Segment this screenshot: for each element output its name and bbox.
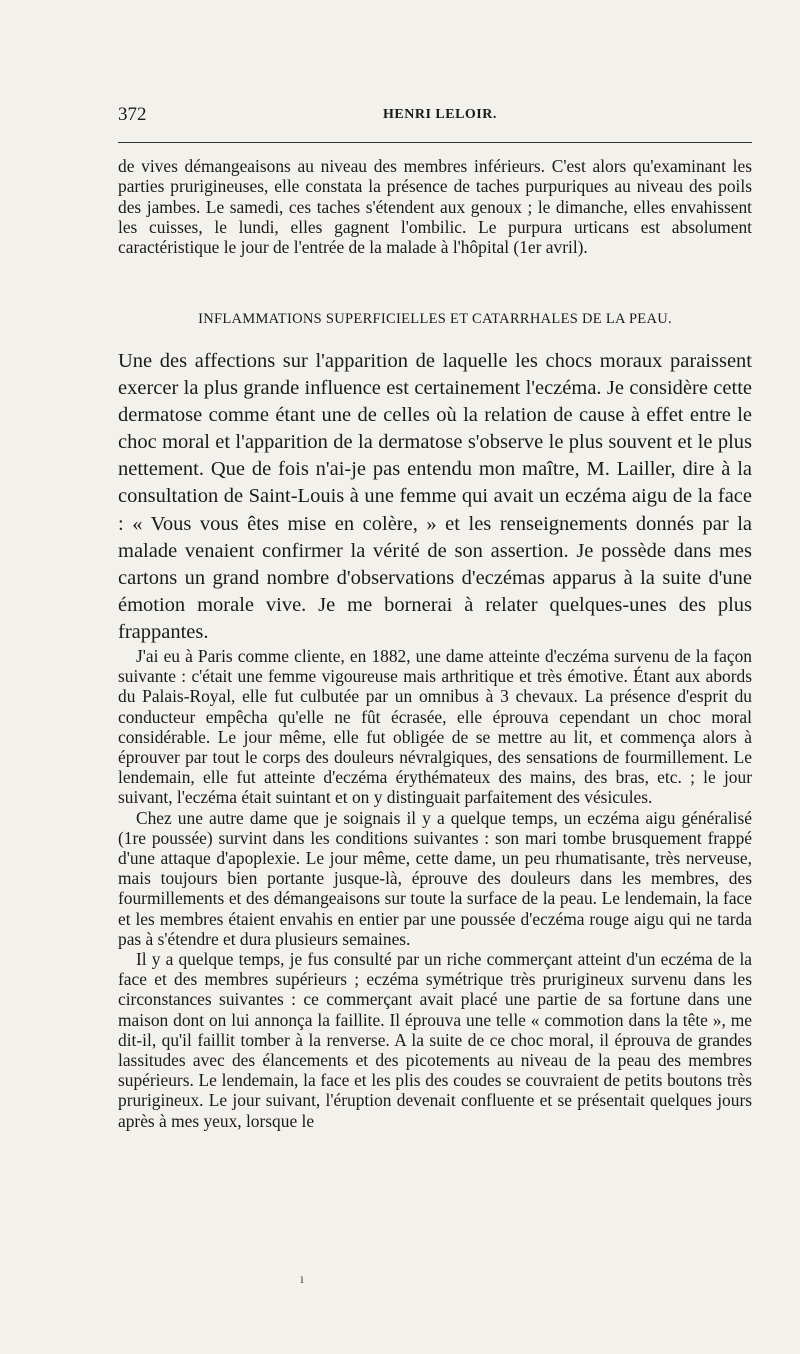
intro-paragraph: de vives démangeaisons au niveau des membres inférieurs. C'est alors qu'examinant les parties prurigineuses, elle constata la présence de taches purpuriques au niveau des poils des jambes. Le samedi, ces taches s'étendent aux genoux ; le dimanche, elles envahissent les cuisses, le lundi, elles gagnent l'ombilic. Le purpura urticans est absolument caractéristique le jour de l'entrée de la malade à l'hôpital (1er avril). bbox=[118, 156, 752, 258]
case-paragraph: J'ai eu à Paris comme cliente, en 1882, une dame atteinte d'eczéma survenu de la façon suivante : c'était une femme vigoureuse mais arthritique et très émotive. Étant aux abords du Palais-Royal, elle fut culbutée par un omnibus à 3 chevaux. La présence d'esprit du conducteur empêcha qu'elle ne fût écrasée, elle éprouva cependant un choc moral considérable. Le jour même, elle fut obligée de se mettre au lit, et commença alors à éprouver par tout le corps des douleurs névralgiques, des sensations de fourmillement. Le lendemain, elle fut atteinte d'eczéma érythémateux des mains, des bras, etc. ; le jour suivant, l'eczéma était suintant et on y distinguait parfaitement des vésicules. bbox=[118, 646, 752, 808]
main-paragraph: Une des affections sur l'apparition de laquelle les chocs moraux paraissent exercer la plus grande influence est certainement l'eczéma. Je considère cette dermatose comme étant une de celles où la relation de cause à effet entre le choc moral et l'apparition de la dermatose s'observe le plus souvent et le plus nettement. Que de fois n'ai-je pas entendu mon maître, M. Lailler, dire à la consultation de Saint-Louis à une femme qui avait un eczéma aigu de la face : « Vous vous êtes mise en colère, » et les renseignements donnés par la malade venaient confirmer la vérité de son assertion. Je possède dans mes cartons un grand nombre d'observations d'eczémas apparus à la suite d'une émotion morale vive. Je me bornerai à relater quelques-unes des plus frappantes. bbox=[118, 350, 752, 643]
case-paragraph: Chez une autre dame que je soignais il y a quelque temps, un eczéma aigu généralisé (1re poussée) survint dans les conditions suivantes : son mari tombe brusquement frappé d'une attaque d'apoplexie. Le jour même, cette dame, un peu rhumatisante, très nerveuse, mais toujours bien portante jusque-là, éprouve des douleurs dans les membres, des fourmillements et des démangeaisons sur toute la surface de la peau. Le lendemain, la face et les membres étaient envahis en entier par une poussée d'eczéma rouge aigu qui ne tarda pas à s'étendre et dura plusieurs semaines. bbox=[118, 807, 752, 949]
main-text-block bbox=[118, 348, 752, 646]
running-head: HENRI LELOIR. bbox=[383, 107, 497, 122]
header-rule bbox=[118, 142, 752, 143]
intro-block bbox=[118, 156, 752, 257]
page-number: 372 bbox=[118, 104, 147, 125]
case-reports bbox=[118, 646, 752, 1131]
footer-mark: ı bbox=[300, 1272, 304, 1287]
section-heading: INFLAMMATIONS SUPERFICIELLES ET CATARRHALES DE LA PEAU. bbox=[198, 311, 672, 327]
case-paragraph: Il y a quelque temps, je fus consulté par un riche commerçant atteint d'un eczéma de la face et des membres supérieurs ; eczéma symétrique très prurigineux survenu dans les circonstances suivantes : ce commerçant avait placé une partie de sa fortune dans une maison dont on lui annonça la faillite. Il éprouva une telle « commotion dans la tête », me dit-il, qu'il faillit tomber à la renverse. A la suite de ce choc moral, il éprouva de grandes lassitudes avec des élancements et des picotements au niveau de la peau des membres supérieurs. Le lendemain, la face et les plis des coudes se couvraient de petits boutons très prurigineux. Le jour suivant, l'éruption devenait confluente et se présentait quelques jours après à mes yeux, lorsque le bbox=[118, 949, 752, 1131]
page-header bbox=[118, 104, 752, 128]
